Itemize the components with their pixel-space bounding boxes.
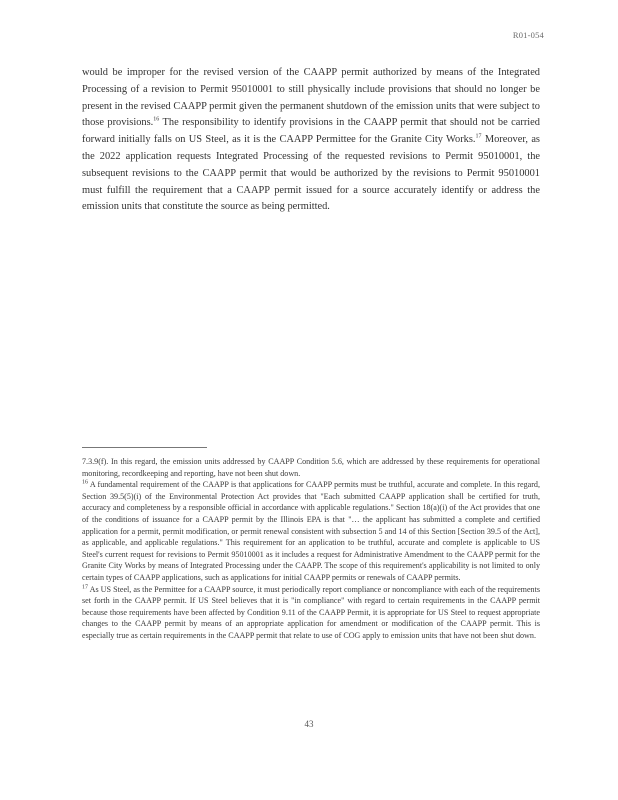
footnote-continuation [82,456,540,479]
footnotes [82,456,540,642]
footnote-separator [82,447,207,448]
body-text-segment-3: Moreover, as the 2022 application requests Integrated Processing of the requested revisions to Permit 95010001, the subsequent revisions to the CAAPP permit that would be authorized by the revisions to Permit 95010001 must fulfill the requirement that a CAAPP permit issued for a source accurately identify or address the emission units that constitute the source as being permitted. [82,134,540,213]
body-paragraph [82,65,540,216]
footnote-text: As US Steel, as the Permittee for a CAAPP source, it must periodically report compliance or noncompliance with each of the requirements set forth in the CAAPP permit. If US Steel believes that it is "in compliance" with regard to certain requirements in the CAAPP permit because those requirements have been affected by Condition 9.11 of the CAAPP Permit, it is appropriate for US Steel to request appropriate changes to the CAAPP permit by means of an appropriate application for amendment or modification of the CAAPP permit. This is especially true as certain requirements in the CAAPP permit that relate to use of COG apply to emission units that have not been shut down. [82,584,540,640]
footnote-ref-16: 16 [153,116,160,123]
body-text-segment-1: would be improper for the revised version of the CAAPP permit authorized by means of the Integrated Processing of a revision to Permit 95010001 to still physically include provisions that should no longer be present in the revised CAAPP permit given the permanent shutdown of the emission units that were subject to those provisions. [82,67,540,129]
footnote-marker: 16 [82,479,88,486]
body-text-segment-2: The responsibility to identify provisions in the CAAPP permit that should not be carried forward initially falls on US Steel, as it is the CAAPP Permittee for the Granite City Works. [82,117,540,146]
document-code: R01-054 [512,30,544,40]
footnote-text: A fundamental requirement of the CAAPP is that applications for CAAPP permits must be truthful, accurate and complete. In this regard, Section 39.5(5)(i) of the Environmental Protection Act provides that "Each submitted CAAPP application shall be certified for truth, accuracy and completeness by a responsible official in accordance with applicable regulations." Section 18(a)(i) of the Act provides that one of the conditions of issuance for a CAAPP permit by the Illinois EPA is that "… the applicant has submitted a complete and certified application for a permit, permit modification, or permit renewal consistent with subsection 5 and 14 of this Section [Section 39.5 of the Act], as applicable, and applicable regulations." This requirement for an application to be truthful, accurate and complete is applicable to US Steel's current request for revisions to Permit 95010001 as it includes a request for Administrative Amendment to the CAAPP permit for the Granite City Works by means of Integrated Processing under the CAAPP. The scope of this requirement's applicability is not limited to only certain types of CAAPP applications, such as applications for initial CAAPP permits or renewals of CAAPP permits. [82,480,540,582]
footnote-text: 7.3.9(f). In this regard, the emission units addressed by CAAPP Condition 5.6, which are addressed by these requirements for operational monitoring, recordkeeping and reporting, have not been shut down. [82,457,540,478]
page-number: 43 [304,719,314,729]
footnote-marker: 17 [82,583,88,590]
footnote-17 [82,584,540,642]
footnote-16 [82,479,540,583]
footnote-ref-17: 17 [475,133,482,140]
